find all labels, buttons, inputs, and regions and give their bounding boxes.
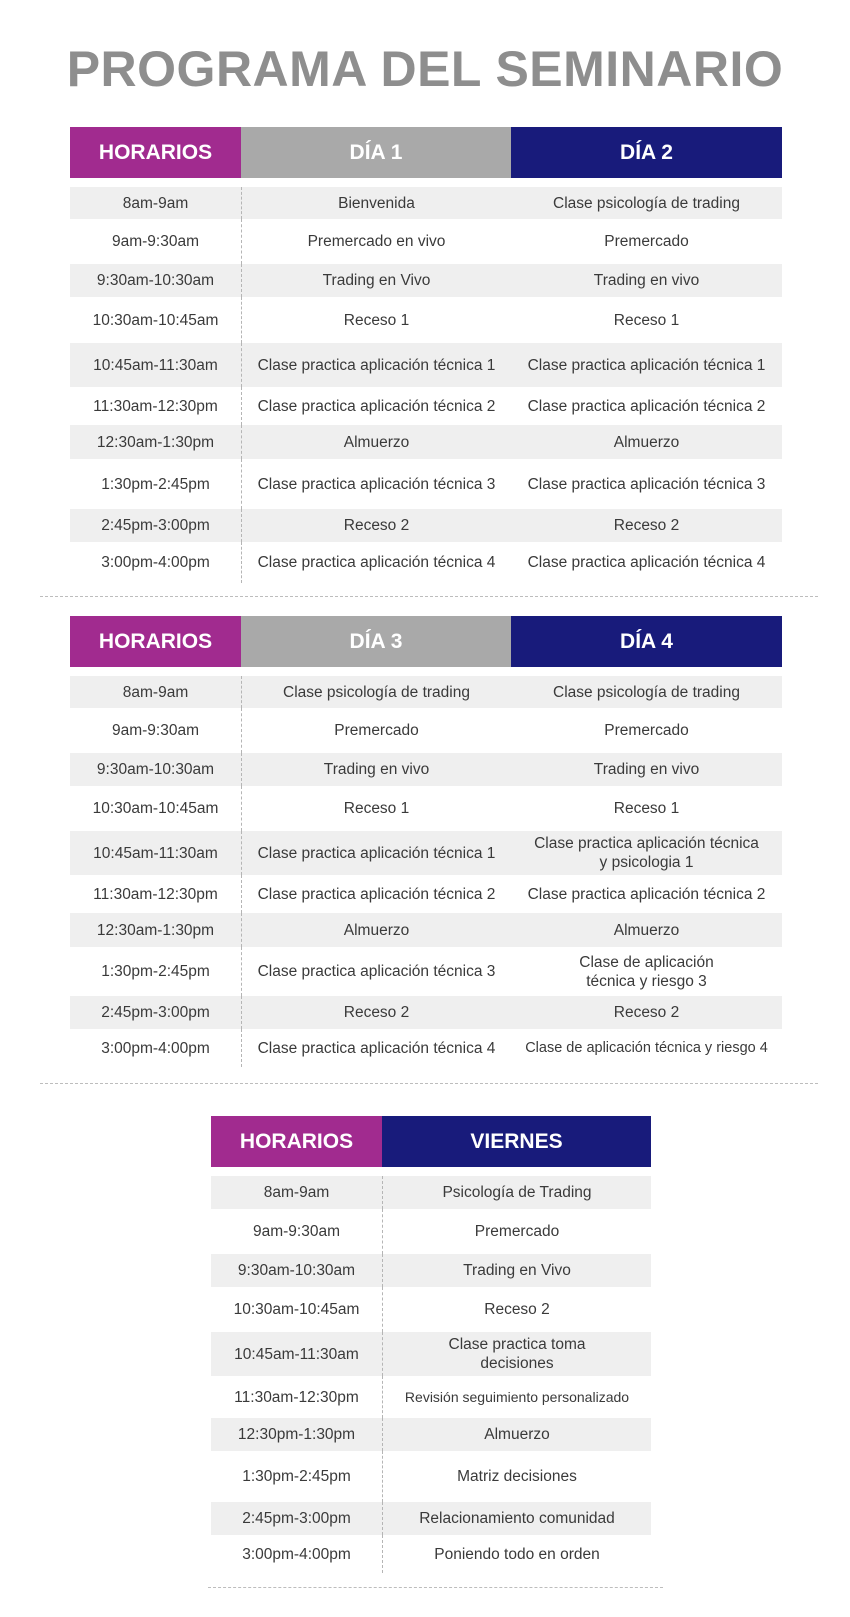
time-cell: 11:30am-12:30pm [93, 397, 218, 415]
table-row [70, 187, 782, 219]
time-cell: 9am-9:30am [111, 722, 199, 739]
table-row [211, 1287, 651, 1332]
activity-cell: Clase de aplicación técnica y riesgo 4 [525, 1039, 768, 1056]
header-dia-2: DÍA 2 [511, 127, 782, 178]
schedule-header [70, 616, 782, 667]
activity-cell: Poniendo todo en orden [382, 1535, 651, 1573]
activity-cell: Receso 1 [613, 311, 680, 329]
table-row [70, 509, 782, 542]
table-row [211, 1451, 651, 1502]
table-row [70, 676, 782, 708]
activity-cell: Clase practica toma decisiones [382, 1332, 651, 1376]
section-divider [40, 596, 818, 597]
activity-cell: Trading en vivo [511, 753, 782, 786]
table-row [211, 1332, 651, 1376]
header-horarios: HORARIOS [211, 1116, 382, 1167]
time-cell: 3:00pm-4:00pm [242, 1545, 351, 1563]
schedule-viernes [211, 1116, 651, 1573]
activity-cell: Receso 2 [241, 509, 511, 542]
time-cell: 10:30am-10:45am [92, 311, 219, 329]
time-cell: 8am-9am [70, 187, 241, 219]
table-row [70, 875, 782, 913]
activity-cell: Clase practica aplicación técnica 2 [527, 885, 766, 903]
schedule-body [211, 1176, 651, 1573]
activity-cell: Trading en Vivo [382, 1254, 651, 1287]
activity-cell: Clase psicología de trading [511, 676, 782, 708]
time-cell: 2:45pm-3:00pm [70, 509, 241, 542]
activity-cell: Clase practica aplicación técnica 1 [241, 343, 511, 387]
activity-cell: Clase practica aplicación técnica 4 [241, 1029, 511, 1067]
table-row [70, 947, 782, 996]
activity-cell: Almuerzo [382, 1418, 651, 1451]
table-row [211, 1376, 651, 1418]
activity-cell: Matriz decisiones [382, 1451, 651, 1502]
time-cell: 2:45pm-3:00pm [211, 1502, 382, 1535]
schedule-body [70, 187, 782, 583]
activity-cell: Clase practica aplicación técnica 1 [511, 343, 782, 387]
time-cell: 10:45am-11:30am [70, 343, 241, 387]
table-row [70, 459, 782, 509]
time-cell: 1:30pm-2:45pm [101, 963, 210, 980]
time-cell: 2:45pm-3:00pm [70, 996, 241, 1029]
activity-cell: Receso 2 [511, 509, 782, 542]
schedule-body [70, 676, 782, 1067]
activity-cell: Receso 2 [511, 996, 782, 1029]
section-divider [40, 1083, 818, 1084]
time-cell: 9am-9:30am [252, 1223, 340, 1240]
activity-cell: Receso 2 [241, 996, 511, 1029]
header-dia-4: DÍA 4 [511, 616, 782, 667]
time-cell: 10:30am-10:45am [233, 1301, 360, 1318]
time-cell: 1:30pm-2:45pm [242, 1468, 351, 1485]
table-row [70, 343, 782, 387]
activity-cell: Premercado en vivo [241, 219, 511, 264]
activity-cell: Trading en vivo [511, 264, 782, 297]
activity-cell: Receso 1 [241, 786, 511, 831]
activity-cell: Clase practica aplicación técnica 1 [241, 831, 511, 875]
table-row [70, 387, 782, 425]
table-row [211, 1176, 651, 1209]
activity-cell: Clase psicología de trading [241, 676, 511, 708]
table-row [70, 297, 782, 343]
time-cell: 12:30am-1:30pm [70, 425, 241, 459]
time-cell: 10:45am-11:30am [211, 1332, 382, 1376]
table-row [70, 996, 782, 1029]
table-row [211, 1209, 651, 1254]
header-horarios: HORARIOS [70, 127, 241, 178]
time-cell: 3:00pm-4:00pm [101, 1039, 210, 1057]
activity-cell: Receso 1 [613, 800, 680, 817]
activity-cell: Trading en Vivo [241, 264, 511, 297]
time-cell: 12:30am-1:30pm [70, 913, 241, 947]
time-cell: 3:00pm-4:00pm [101, 554, 210, 571]
table-row [70, 708, 782, 753]
time-cell: 1:30pm-2:45pm [101, 475, 210, 493]
table-row [70, 913, 782, 947]
table-row [70, 753, 782, 786]
activity-cell: Trading en vivo [241, 753, 511, 786]
table-row [70, 786, 782, 831]
time-cell: 9:30am-10:30am [70, 264, 241, 297]
table-row [211, 1418, 651, 1451]
activity-cell: Clase practica aplicación técnica 4 [527, 554, 766, 571]
schedule-days-3-4 [70, 616, 782, 1067]
activity-cell: Premercado [604, 233, 689, 250]
activity-cell: Relacionamiento comunidad [382, 1502, 651, 1535]
time-cell: 12:30pm-1:30pm [211, 1418, 382, 1451]
time-cell: 8am-9am [211, 1176, 382, 1209]
activity-cell: Almuerzo [241, 913, 511, 947]
time-cell: 10:45am-11:30am [70, 831, 241, 875]
time-cell: 10:30am-10:45am [92, 800, 219, 817]
header-dia-3: DÍA 3 [241, 616, 511, 667]
activity-cell: Bienvenida [241, 187, 511, 219]
activity-cell: Receso 2 [382, 1287, 651, 1332]
time-cell: 11:30am-12:30pm [93, 885, 218, 903]
page-title: PROGRAMA DEL SEMINARIO [66, 41, 784, 97]
activity-cell: Almuerzo [511, 425, 782, 459]
table-row [70, 831, 782, 875]
header-dia-1: DÍA 1 [241, 127, 511, 178]
table-row [70, 219, 782, 264]
schedule-days-1-2 [70, 127, 782, 583]
table-row [211, 1535, 651, 1573]
header-horarios: HORARIOS [70, 616, 241, 667]
activity-cell: Clase practica aplicación técnica 3 [241, 459, 511, 509]
activity-cell: Premercado [604, 722, 689, 739]
time-cell: 8am-9am [70, 676, 241, 708]
activity-cell: Premercado [382, 1209, 651, 1254]
activity-cell: Almuerzo [511, 913, 782, 947]
activity-cell: Revisión seguimiento personalizado [382, 1376, 651, 1418]
activity-cell: Premercado [241, 708, 511, 753]
schedule-header [70, 127, 782, 178]
table-row [70, 1029, 782, 1067]
activity-cell: Clase practica aplicación técnica 3 [527, 475, 766, 493]
activity-cell: Clase psicología de trading [511, 187, 782, 219]
activity-cell: Receso 1 [241, 297, 511, 343]
time-cell: 9:30am-10:30am [211, 1254, 382, 1287]
section-divider [208, 1587, 663, 1588]
activity-cell: Psicología de Trading [382, 1176, 651, 1209]
activity-cell: Clase practica aplicación técnica y psicologia 1 [511, 831, 782, 875]
table-row [211, 1502, 651, 1535]
activity-cell: Clase de aplicación técnica y riesgo 3 [579, 953, 714, 990]
activity-cell: Clase practica aplicación técnica 2 [241, 387, 511, 425]
activity-cell: Clase practica aplicación técnica 2 [241, 875, 511, 913]
table-row [211, 1254, 651, 1287]
time-cell: 11:30am-12:30pm [234, 1388, 359, 1406]
time-cell: 9:30am-10:30am [70, 753, 241, 786]
activity-cell: Clase practica aplicación técnica 3 [241, 947, 511, 996]
table-row [70, 542, 782, 583]
activity-cell: Almuerzo [241, 425, 511, 459]
activity-cell: Clase practica aplicación técnica 4 [241, 542, 511, 583]
schedule-header [211, 1116, 651, 1167]
activity-cell: Clase practica aplicación técnica 2 [527, 397, 766, 415]
time-cell: 9am-9:30am [111, 233, 199, 250]
table-row [70, 425, 782, 459]
table-row [70, 264, 782, 297]
header-viernes: VIERNES [382, 1116, 651, 1167]
